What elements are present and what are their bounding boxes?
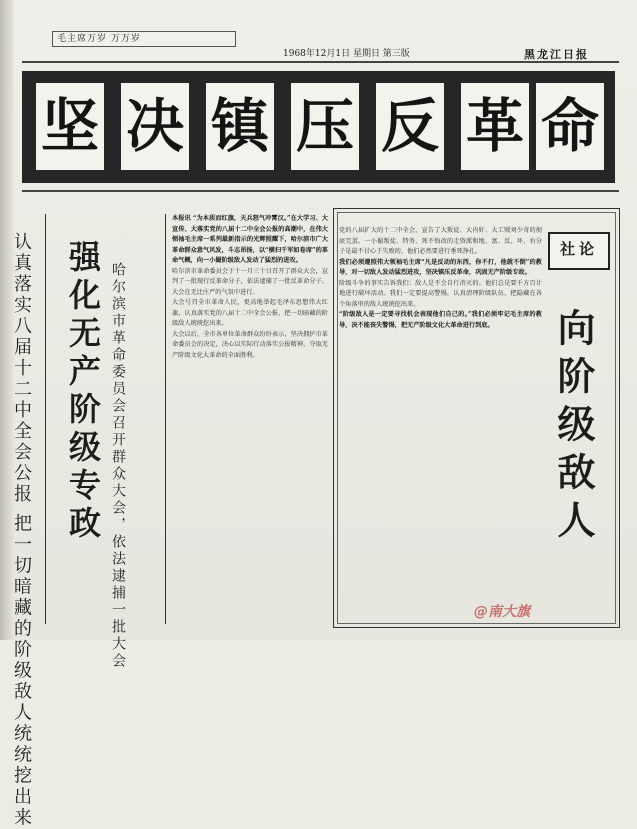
article-lead: 本报讯 “为本质而红旗，天兵怒气冲霄汉。”在大学习、大宣传、大落实党的八届十二中全会公报的高潮中，在伟大领袖毛主席一系列最新指示的光辉照耀下，哈尔滨市广大革命群众意气风发，斗志昂扬，以“横扫千军如卷席”的革命气概，向一小撮阶级敌人发动了猛烈的进攻。 [172, 215, 328, 264]
headline-char-2: 决 [121, 83, 189, 170]
headline-char-5: 反 [376, 83, 444, 170]
headline-char-6: 革 [461, 83, 529, 170]
headline-char-1: 坚 [36, 83, 104, 170]
editorial-paragraph: “阶级敌人是一定要寻找机会表现他们自己的。”我们必须牢记毛主席的教导，决不能丧失警惕，把无产阶级文化大革命进行到底。 [339, 311, 542, 329]
watermark-logo: @南大旗 [474, 604, 530, 620]
column-divider [45, 214, 46, 624]
headline-char-4: 压 [291, 83, 359, 170]
editorial-paragraph: 我们必须遵照伟大领袖毛主席“凡是反动的东西，你不打，他就不倒”的教导，对一切敌人发动猛烈进攻，坚决镇压反革命，巩固无产阶级专政。 [339, 258, 542, 276]
editorial-body [339, 226, 542, 610]
article-paragraph: 大会号召全市革命人民，更高地举起毛泽东思想伟大红旗，认真落实党的八届十二中全会公报，把一切暗藏的阶级敌人统统挖出来。 [172, 299, 328, 327]
masthead-motto: 毛主席万岁 万万岁 [52, 31, 236, 47]
editorial-label: 社论 [548, 232, 610, 270]
article-paragraph: 哈尔滨市革命委员会于十一月三十日召开了群众大会，宣判了一批现行反革命分子，依法逮捕了一批反革命分子。大会在无比庄严的气氛中进行。 [172, 267, 328, 296]
date-line: 1968年12月1日 星期日 第三版 [283, 49, 410, 59]
editorial-paragraph: 阶级斗争的事实告诉我们：敌人是不会自行消灭的。他们总是要千方百计地进行破坏活动。我们一定要提高警惕，认真清理阶级队伍，把隐藏在各个角落里的敌人统统挖出来。 [339, 279, 542, 308]
column-divider [165, 214, 166, 624]
editorial-paragraph: 党的八届扩大的十二中全会，宣告了大叛徒、大内奸、大工贼刘少奇的彻底完蛋。一小撮叛徒、特务、死不悔改的走资派和地、富、反、坏、右分子是最不甘心于失败的，他们必然要进行垂死挣扎。 [339, 227, 542, 255]
left-subhead: 认真落实八届十二中全会公报 把一切暗藏的阶级敌人统统挖出来 [11, 232, 32, 829]
article-body [172, 214, 328, 610]
main-title: 强化无产阶级专政 [64, 240, 102, 544]
dateline: 哈尔滨市革命委员会召开群众大会，依法逮捕一批大会 [110, 262, 126, 670]
paper-name: 黑龙江日报 [524, 48, 589, 61]
headline-rule [22, 190, 619, 192]
headline-char-3: 镇 [206, 83, 274, 170]
editorial-title: 向阶级敌人 [551, 308, 596, 548]
masthead-rule [22, 61, 619, 63]
article-paragraph: 大会以后，全市各单位革命群众纷纷表示，坚决拥护市革命委员会的决定，决心以实际行动落实公报精神，夺取无产阶级文化大革命的全面胜利。 [172, 330, 328, 359]
headline-char-7: 命 [536, 83, 604, 170]
